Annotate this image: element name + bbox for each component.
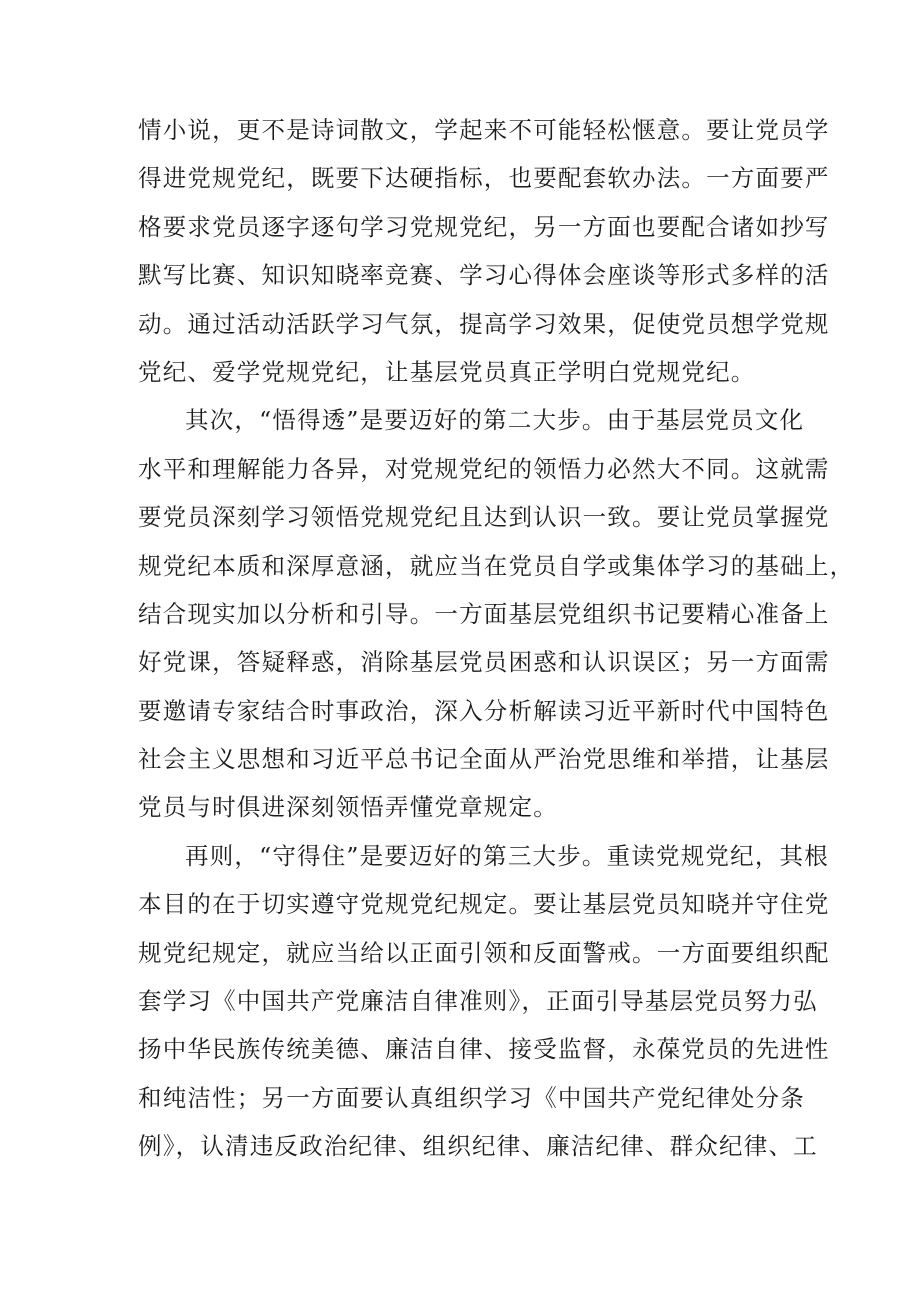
text-line: 党纪、爱学党规党纪，让基层党员真正学明白党规党纪。	[138, 357, 756, 386]
text-line: 社会主义思想和习近平总书记全面从严治党思维和举措，让基层	[138, 745, 830, 774]
text-line: 结合现实加以分析和引导。一方面基层党组织书记要精心准备上	[138, 599, 830, 628]
text-line: 情小说，更不是诗词散文，学起来不可能轻松惬意。要让党员学	[138, 116, 830, 144]
paragraph-1	[138, 106, 830, 396]
text-line: 要邀请专家结合时事政治，深入分析解读习近平新时代中国特色	[138, 696, 830, 725]
body-text	[138, 106, 855, 1171]
text-line: 规党纪本质和深厚意涵，就应当在党员自学或集体学习的基础上，	[138, 551, 855, 580]
text-line: 本目的在于切实遵守党规党纪规定。要让基层党员知晓并守住党	[138, 890, 830, 919]
text-line: 扬中华民族传统美德、廉洁自律、接受监督，永葆党员的先进性	[138, 1035, 830, 1064]
text-line: 要党员深刻学习领悟党规党纪且达到认识一致。要让党员掌握党	[138, 503, 830, 532]
text-line-first: 其次，“悟得透”是要迈好的第二大步。由于基层党员文化	[185, 406, 805, 435]
text-line: 党员与时俱进深刻领悟弄懂党章规定。	[138, 793, 558, 822]
paragraph-2	[138, 396, 855, 832]
text-line: 例》，认清违反政治纪律、组织纪律、廉洁纪律、群众纪律、工	[138, 1132, 818, 1161]
text-line: 水平和理解能力各异，对党规党纪的领悟力必然大不同。这就需	[138, 454, 830, 483]
text-line: 规党纪规定，就应当给以正面引领和反面警戒。一方面要组织配	[138, 938, 830, 967]
text-line: 套学习《中国共产党廉洁自律准则》，正面引导基层党员努力弘	[138, 987, 818, 1016]
text-line: 默写比赛、知识知晓率竞赛、学习心得体会座谈等形式多样的活	[138, 261, 830, 290]
paragraph-3	[138, 832, 830, 1171]
text-line-first: 再则，“守得住”是要迈好的第三大步。重读党规党纪，其根	[185, 841, 829, 870]
text-line: 动。通过活动活跃学习气氛，提高学习效果，促使党员想学党规	[138, 309, 830, 338]
text-line: 得进党规党纪，既要下达硬指标，也要配套软办法。一方面要严	[138, 164, 830, 193]
text-line: 好党课，答疑释惑，消除基层党员困惑和认识误区；另一方面需	[138, 648, 830, 677]
text-line: 格要求党员逐字逐句学习党规党纪，另一方面也要配合诸如抄写	[138, 212, 830, 241]
text-line: 和纯洁性；另一方面要认真组织学习《中国共产党纪律处分条	[138, 1083, 805, 1112]
